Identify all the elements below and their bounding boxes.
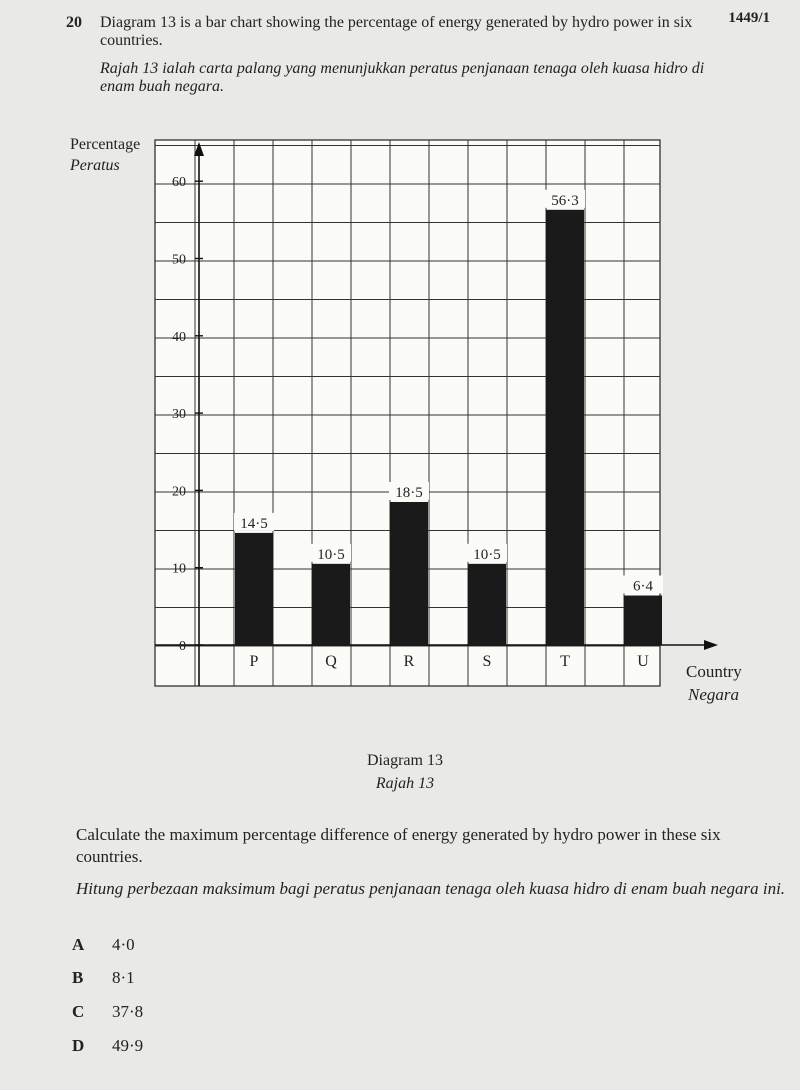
y-tick-label: 20 [172,484,186,500]
data-label: 10·5 [473,546,501,563]
option-letter: C [72,1002,85,1021]
question-number: 20 [66,14,82,31]
data-label: 10·5 [317,546,345,563]
data-label: 56·3 [551,192,579,209]
option-b[interactable] [72,968,135,988]
bar [624,596,662,645]
bar [390,502,428,645]
option-d[interactable] [72,1036,143,1056]
y-tick-label: 40 [172,329,186,345]
category-label: R [403,653,415,670]
question-text-ms: Rajah 13 ialah carta palang yang menunjukkan peratus penjanaan tenaga oleh kuasa hidro di enam buah negara. [100,60,705,95]
option-letter: B [72,968,84,987]
bar [468,564,506,645]
bar [546,210,584,645]
y-tick-label: 0 [179,639,186,654]
task-text-en: Calculate the maximum percentage difference of energy generated by hydro power in these six countries. [76,825,721,866]
option-value: 49·9 [112,1036,144,1055]
y-tick-label: 60 [172,175,186,191]
category-label: Q [325,653,337,670]
question-text-en: Diagram 13 is a bar chart showing the percentage of energy generated by hydro power in six countries. [100,14,693,49]
data-label: 18·5 [395,484,423,501]
option-c[interactable] [72,1002,143,1022]
y-tick-label: 30 [172,407,186,423]
x-axis-label-ms: Negara [688,685,739,704]
data-label: 6·4 [633,578,653,595]
y-axis-label-ms: Peratus [70,157,120,174]
x-axis-label: Country [686,662,742,681]
diagram-caption: Diagram 13 [367,752,443,769]
option-value: 4·0 [112,935,135,954]
y-tick-label: 10 [172,561,186,577]
data-label: 14·5 [240,515,268,532]
y-axis-label: Percentage [70,136,141,153]
task-text-ms: Hitung perbezaan maksimum bagi peratus penjanaan tenaga oleh kuasa hidro di enam buah negara ini. [76,879,786,898]
bar [235,533,273,645]
option-letter: D [72,1036,85,1055]
category-label: S [482,653,492,670]
option-a[interactable] [72,935,135,955]
category-label: U [637,653,649,670]
bar [312,564,350,645]
category-label: P [249,653,259,670]
diagram-caption-ms: Rajah 13 [375,775,435,792]
option-value: 8·1 [112,968,135,987]
y-tick-label: 50 [172,252,186,268]
paper-code: 1449/1 [728,10,770,26]
x-axis-arrow [704,640,718,650]
option-value: 37·8 [112,1002,144,1021]
category-label: T [560,653,570,670]
option-letter: A [72,935,85,954]
